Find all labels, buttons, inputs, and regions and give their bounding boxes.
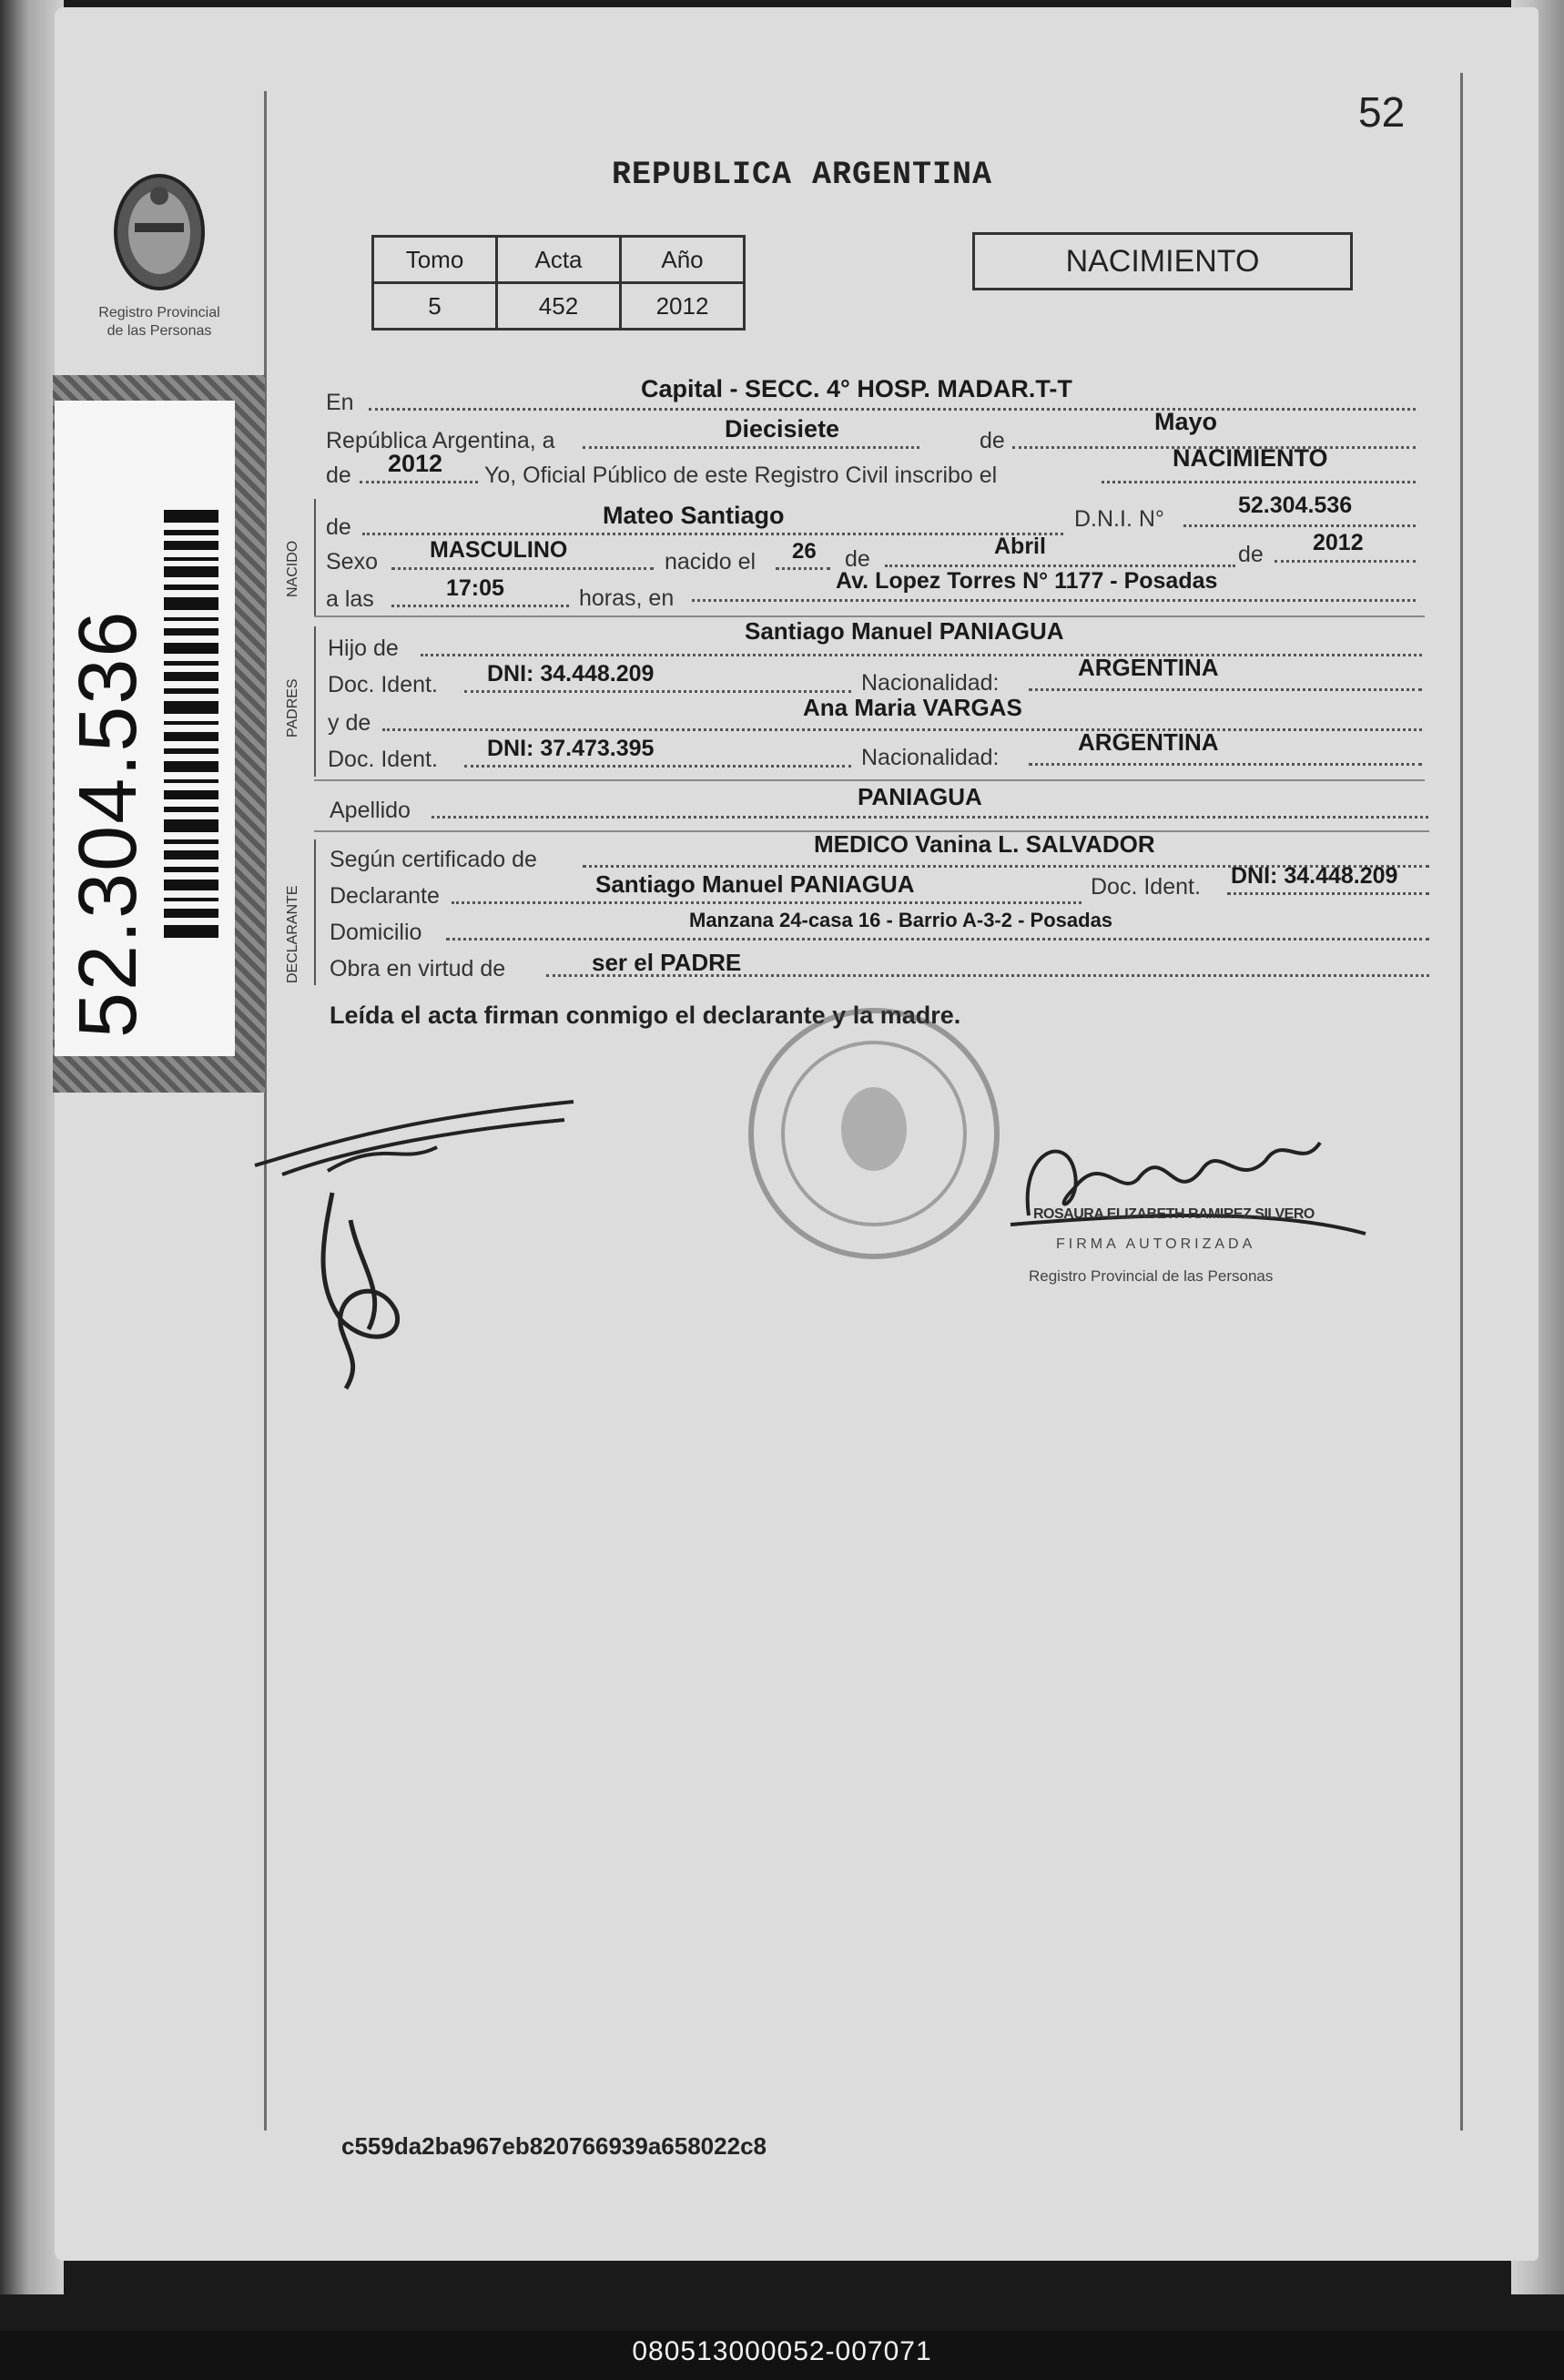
name-line — [362, 533, 1063, 535]
horas-label: horas, en — [579, 585, 675, 611]
declarante-label: Declarante — [330, 883, 440, 909]
barcode-label — [55, 401, 235, 1056]
en-label: En — [326, 390, 354, 415]
mother-nat-value: ARGENTINA — [1078, 728, 1219, 756]
official-stamp-org: Registro Provincial de las Personas — [1029, 1267, 1274, 1285]
mother-name-value: Ana Maria VARGAS — [803, 694, 1022, 721]
sexo-label: Sexo — [326, 549, 378, 575]
ref-value-anio: 2012 — [621, 283, 745, 330]
birth-day-line — [776, 567, 830, 570]
apellido-line — [432, 816, 1428, 819]
day-line — [583, 446, 919, 449]
place-value: Capital - SECC. 4° HOSP. MADAR.T-T — [641, 375, 1072, 402]
republica-label: República Argentina, a — [326, 428, 555, 453]
declarante-line — [452, 901, 1082, 904]
padres-separator — [314, 626, 316, 777]
y-de-label: y de — [328, 710, 371, 736]
father-doc-value: DNI: 34.448.209 — [487, 661, 655, 687]
de-label-bmonth: de — [845, 546, 870, 572]
father-line — [421, 654, 1422, 656]
year-value: 2012 — [388, 450, 443, 477]
month-value: Mayo — [1154, 408, 1218, 435]
logo-caption-line2: de las Personas — [107, 323, 212, 339]
act-word-line — [1102, 481, 1416, 483]
father-doc-line — [464, 690, 851, 693]
de-label-month: de — [980, 428, 1005, 453]
oficial-text: Yo, Oficial Público de este Registro Civil inscribo el — [484, 463, 998, 488]
child-dni-value: 52.304.536 — [1238, 493, 1353, 518]
day-words-value: Diecisiete — [725, 415, 840, 442]
nacido-section-label: NACIDO — [285, 540, 300, 597]
declarante-doc-line — [1227, 892, 1429, 895]
scan-code: 080513000052-007071 — [632, 2336, 932, 2366]
act-word-value: NACIMIENTO — [1173, 444, 1328, 472]
mother-doc-value: DNI: 37.473.395 — [487, 736, 655, 761]
birth-day-value: 26 — [792, 539, 817, 564]
father-doc-label: Doc. Ident. — [328, 672, 438, 697]
mother-nat-line — [1029, 763, 1422, 766]
apellido-value: PANIAGUA — [858, 783, 982, 810]
dni-line — [1183, 524, 1416, 527]
obra-value: ser el PADRE — [592, 949, 742, 976]
father-nat-line — [1029, 688, 1422, 691]
birth-month-value: Abril — [994, 534, 1046, 559]
logo-caption-line1: Registro Provincial — [98, 305, 220, 320]
mother-doc-line — [464, 765, 851, 768]
nacido-de-label: de — [326, 514, 351, 540]
hijo-de-label: Hijo de — [328, 636, 399, 661]
ref-value-acta: 452 — [497, 283, 621, 330]
birth-place-value: Av. Lopez Torres N° 1177 - Posadas — [836, 568, 1218, 594]
right-margin-rule — [1460, 73, 1463, 2131]
mother-doc-label: Doc. Ident. — [328, 747, 438, 772]
cert-label: Según certificado de — [330, 847, 537, 872]
ref-header-tomo: Tomo — [373, 237, 497, 283]
declarante-doc-label: Doc. Ident. — [1091, 874, 1201, 900]
declarante-doc-value: DNI: 34.448.209 — [1231, 863, 1398, 889]
domicilio-line — [446, 938, 1429, 941]
closing-statement: Leída el acta firman conmigo el declarante y la madre. — [330, 1002, 961, 1029]
document-hash: c559da2ba967eb820766939a658022c8 — [341, 2132, 767, 2160]
father-nat-label: Nacionalidad: — [861, 670, 1000, 696]
mother-line — [382, 728, 1422, 731]
barcode-icon — [164, 510, 218, 947]
cert-value: MEDICO Vanina L. SALVADOR — [814, 830, 1155, 858]
reference-table — [371, 235, 746, 331]
dni-label: D.N.I. N° — [1074, 506, 1164, 532]
mother-signature — [305, 1184, 432, 1393]
year-line — [360, 481, 478, 483]
time-line — [391, 605, 569, 607]
declarante-value: Santiago Manuel PANIAGUA — [595, 870, 915, 898]
place-line — [369, 408, 1416, 411]
ref-value-tomo: 5 — [373, 283, 497, 330]
father-name-value: Santiago Manuel PANIAGUA — [745, 617, 1064, 645]
padres-bottom-rule — [314, 779, 1425, 781]
act-type-box: NACIMIENTO — [972, 232, 1353, 290]
ref-header-anio: Año — [621, 237, 745, 283]
de-label-year: de — [326, 463, 351, 488]
official-signature — [992, 1115, 1375, 1252]
time-value: 17:05 — [446, 575, 504, 601]
civil-registry-seal — [742, 1002, 1006, 1266]
ref-header-acta: Acta — [497, 237, 621, 283]
coat-of-arms-icon — [82, 159, 237, 305]
de-label-byear: de — [1238, 542, 1264, 567]
birth-year-line — [1275, 560, 1416, 563]
a-las-label: a las — [326, 586, 374, 612]
declarante-separator — [314, 839, 316, 985]
sexo-line — [391, 567, 654, 570]
birth-month-line — [885, 564, 1235, 567]
nacido-el-label: nacido el — [665, 549, 757, 575]
country-title: REPUBLICA ARGENTINA — [612, 157, 993, 193]
domicilio-value: Manzana 24-casa 16 - Barrio A-3-2 - Posadas — [689, 909, 1113, 931]
mother-nat-label: Nacionalidad: — [861, 745, 1000, 770]
domicilio-label: Domicilio — [330, 920, 422, 945]
declarante-section-label: DECLARANTE — [285, 885, 300, 983]
barcode-number: 52.304.536 — [63, 609, 154, 1038]
obra-label: Obra en virtud de — [330, 956, 506, 981]
official-stamp-name: ROSAURA ELIZABETH RAMIREZ SILVERO — [1033, 1206, 1315, 1222]
page-number: 52 — [1358, 88, 1406, 136]
sexo-value: MASCULINO — [430, 537, 568, 563]
nacido-separator — [314, 499, 316, 617]
father-nat-value: ARGENTINA — [1078, 654, 1219, 681]
child-name-value: Mateo Santiago — [603, 502, 785, 529]
apellido-label: Apellido — [330, 798, 411, 823]
official-stamp-role: FIRMA AUTORIZADA — [1056, 1236, 1256, 1252]
registro-logo — [82, 159, 237, 360]
birth-place-line — [692, 599, 1416, 602]
birth-year-value: 2012 — [1313, 530, 1364, 555]
padres-section-label: PADRES — [285, 678, 300, 737]
